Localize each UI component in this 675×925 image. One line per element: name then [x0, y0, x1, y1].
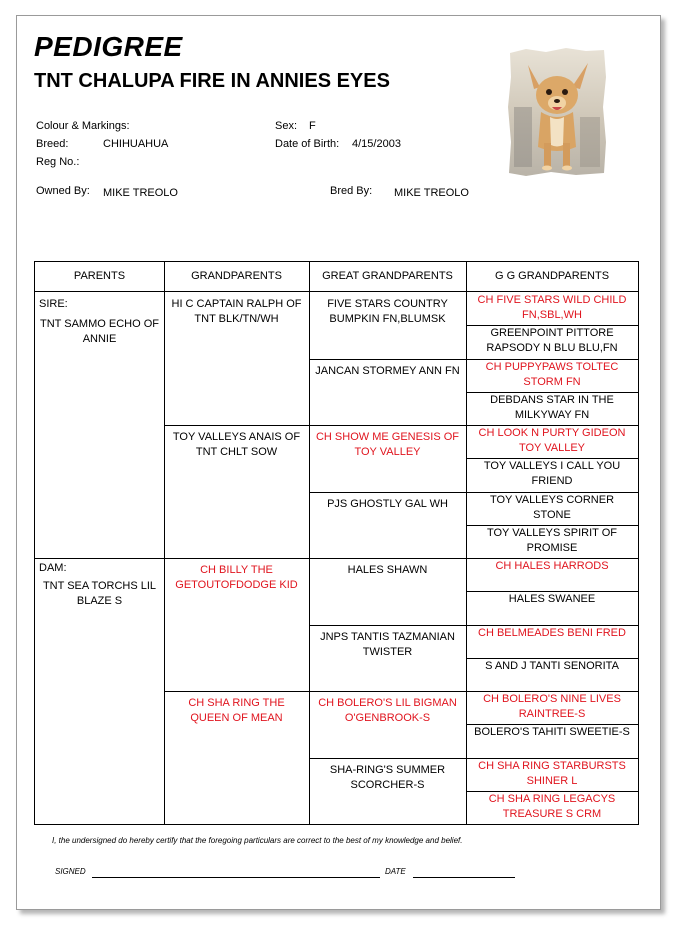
- bred-by-label: Bred By:: [330, 185, 373, 197]
- great-grandparents-divider: [309, 359, 466, 360]
- chihuahua-photo: [506, 47, 608, 177]
- grandparents-divider: [164, 691, 309, 692]
- great-grandparents-divider: [309, 758, 466, 759]
- parents-divider: [35, 558, 164, 559]
- date-label: DATE: [385, 867, 406, 876]
- great-grandparent-name: HALES SHAWN: [347, 564, 428, 576]
- sire-label: SIRE:: [39, 298, 68, 310]
- gg-grandparent-name: CH BELMEADES BENI FRED: [478, 626, 626, 639]
- great-grandparents-divider: [309, 425, 466, 426]
- sex-label: Sex:: [275, 120, 298, 132]
- great-grandparent-name: CH SHOW ME GENESIS OF TOY VALLEY: [315, 431, 459, 458]
- great-grandparent-name: JANCAN STORMEY ANN FN: [315, 364, 460, 377]
- reg-label: Reg No.:: [36, 156, 80, 168]
- date-line[interactable]: [413, 877, 515, 878]
- great-grandparent-name: SHA-RING'S SUMMER SCORCHER-S: [329, 763, 446, 791]
- gg-grandparent-name: CH SHA RING LEGACYS TREASURE S CRM: [488, 792, 616, 820]
- header-great-grandparents: GREAT GRANDPARENTS: [322, 270, 453, 282]
- great-grandparents-divider: [309, 492, 466, 493]
- great-grandparent-name: FIVE STARS COUNTRY BUMPKIN FN,BLUMSK: [327, 298, 448, 325]
- owned-by-value: MIKE TREOLO: [103, 187, 178, 199]
- owned-by-label: Owned By:: [36, 185, 90, 197]
- header-gg-grandparents: G G GRANDPARENTS: [494, 270, 610, 282]
- sire-name: TNT SAMMO ECHO OF ANNIE: [40, 318, 159, 345]
- great-grandparent-name: PJS GHOSTLY GAL WH: [327, 497, 448, 510]
- grandparent-name: CH BILLY THE GETOUTOFDODGE KID: [175, 564, 298, 591]
- signed-label: SIGNED: [55, 867, 86, 876]
- column-divider: [466, 262, 467, 824]
- dob-value: 4/15/2003: [352, 138, 401, 150]
- great-grandparents-divider: [309, 625, 466, 626]
- header-grandparents: GRANDPARENTS: [191, 270, 282, 282]
- colour-label: Colour & Markings:: [36, 120, 130, 132]
- grandparents-divider: [164, 425, 309, 426]
- gg-grandparent-name: S AND J TANTI SENORITA: [485, 659, 619, 672]
- grandparent-name: TOY VALLEYS ANAIS OF TNT CHLT SOW: [172, 431, 301, 458]
- gg-grandparent-name: TOY VALLEYS I CALL YOU FRIEND: [483, 460, 621, 488]
- gg-grandparent-name: CH BOLERO'S NINE LIVES RAINTREE-S: [483, 693, 621, 720]
- certification-text: I, the undersigned do hereby certify that the foregoing particulars are correct to the best of my knowledge and belief.: [52, 836, 463, 845]
- header-parents: PARENTS: [73, 270, 126, 282]
- great-grandparent-name: CH BOLERO'S LIL BIGMAN O'GENBROOK-S: [318, 697, 457, 724]
- grandparent-name: CH SHA RING THE QUEEN OF MEAN: [188, 697, 285, 724]
- column-divider: [164, 262, 165, 824]
- bred-by-value: MIKE TREOLO: [394, 187, 469, 199]
- gg-grandparent-name: CH SHA RING STARBURSTS SHINER L: [478, 759, 626, 787]
- great-grandparents-divider: [309, 691, 466, 692]
- signature-line[interactable]: [92, 877, 380, 878]
- dam-label: DAM:: [39, 562, 67, 574]
- gg-grandparent-name: TOY VALLEYS SPIRIT OF PROMISE: [486, 526, 617, 554]
- breed-value: CHIHUAHUA: [103, 138, 169, 150]
- header-divider: [35, 291, 638, 292]
- gg-grandparent-name: DEBDANS STAR IN THE MILKYWAY FN: [490, 393, 614, 421]
- sex-value: F: [309, 120, 316, 132]
- document-title: PEDIGREE: [34, 31, 183, 62]
- pedigree-page: [16, 15, 661, 910]
- dog-name: TNT CHALUPA FIRE IN ANNIES EYES: [34, 70, 390, 92]
- gg-grandparent-name: CH LOOK N PURTY GIDEON TOY VALLEY: [478, 427, 626, 454]
- breed-label: Breed:: [36, 138, 69, 150]
- column-divider: [309, 262, 310, 824]
- gg-grandparent-name: CH HALES HARRODS: [495, 560, 609, 572]
- pedigree-table: [34, 261, 639, 825]
- great-grandparents-divider: [309, 558, 466, 559]
- great-grandparent-name: JNPS TANTIS TAZMANIAN TWISTER: [320, 630, 455, 658]
- gg-grandparent-name: HALES SWANEE: [508, 593, 596, 606]
- gg-grandparent-name: CH FIVE STARS WILD CHILD FN,SBL,WH: [477, 294, 627, 321]
- grandparent-name: HI C CAPTAIN RALPH OF TNT BLK/TN/WH: [171, 298, 302, 325]
- dam-name: TNT SEA TORCHS LIL BLAZE S: [42, 580, 157, 607]
- gg-grandparent-name: BOLERO'S TAHITI SWEETIE-S: [474, 726, 630, 739]
- gg-grandparent-name: CH PUPPYPAWS TOLTEC STORM FN: [485, 360, 619, 388]
- gg-grandparent-name: GREENPOINT PITTORE RAPSODY N BLU BLU,FN: [486, 327, 618, 355]
- dob-label: Date of Birth:: [275, 138, 340, 150]
- gg-grandparent-name: TOY VALLEYS CORNER STONE: [489, 493, 615, 521]
